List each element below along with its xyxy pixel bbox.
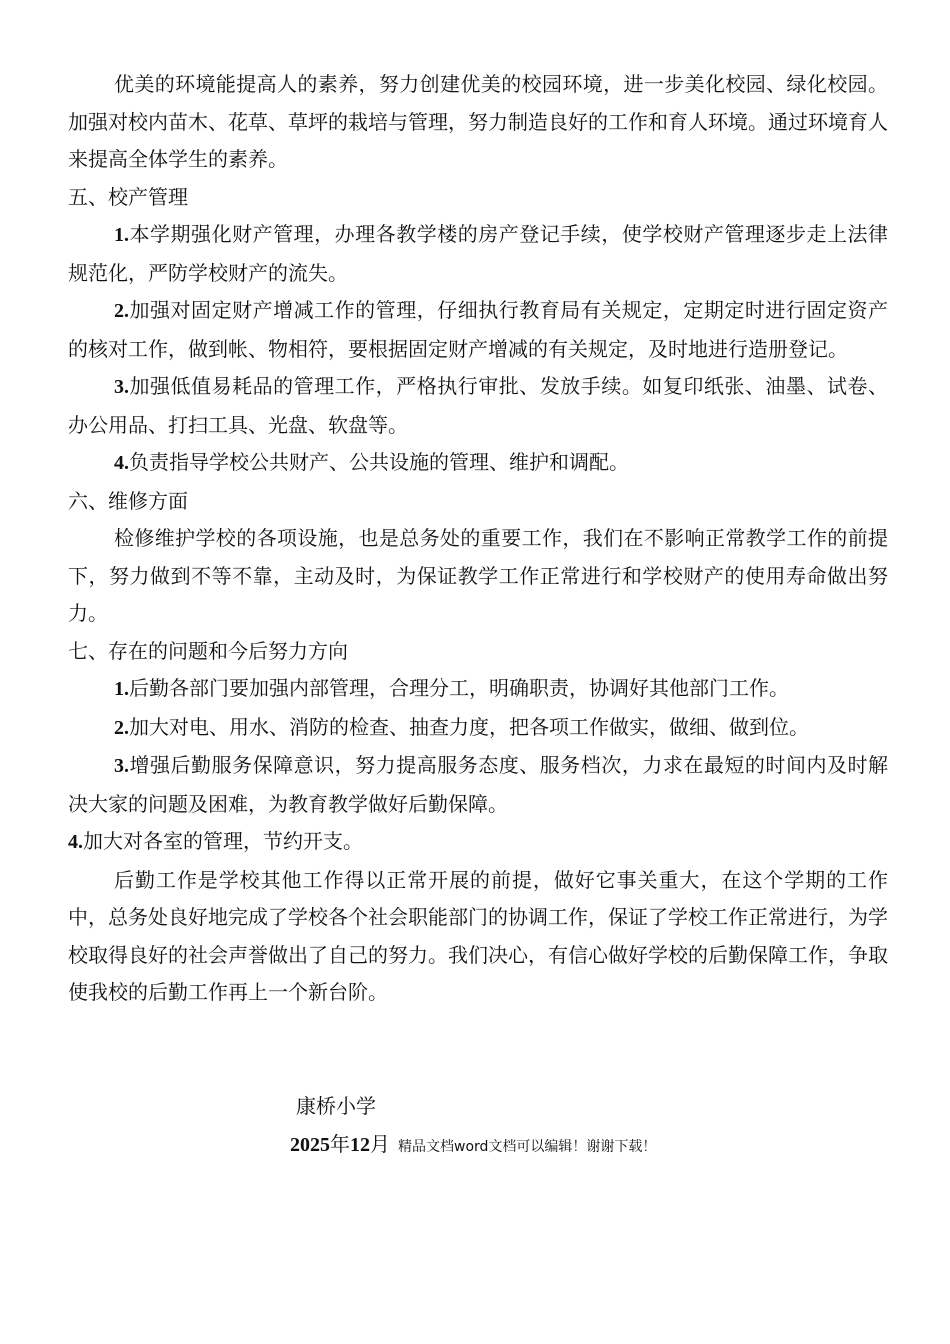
list-item [68,216,888,292]
list-item-text: 加大对各室的管理，节约开支。 [83,829,363,853]
list-item-number: 2. [114,300,129,322]
list-item-number: 3. [114,755,129,777]
signature-school: 康桥小学 [296,1094,376,1118]
date-year-unit: 年 [330,1132,350,1156]
section-heading-6: 六、维修方面 [68,488,188,513]
list-item-number: 2. [114,716,129,739]
list-item [68,823,888,862]
download-note: 精品文档word文档可以编辑！谢谢下载！ [398,1139,657,1155]
date-year: 2025 [290,1134,330,1156]
list-item-number: 1. [114,678,129,700]
date-month: 12 [350,1134,370,1156]
list-item-text: 增强后勤服务保障意识，努力提高服务态度、服务档次，力求在最短的时间内及时解决大家的问题及困难，为教育教学做好后勤保障。 [68,753,888,816]
list-item [68,709,888,748]
paragraph-conclusion: 后勤工作是学校其他工作得以正常开展的前提，做好它事关重大，在这个学期的工作中，总务处良好地完成了学校各个社会职能部门的协调工作，保证了学校工作正常进行，为学校取得良好的社会声誉做出了自己的努力。我们决心，有信心做好学校的后勤保障工作，争取使我校的后勤工作再上一个新台阶。 [68,867,888,1004]
document-body [68,66,888,1012]
list-item-number: 1. [114,224,129,246]
list-item [68,292,888,368]
list-item-text: 本学期强化财产管理，办理各教学楼的房产登记手续，使学校财产管理逐步走上法律规范化，严防学校财产的流失。 [68,222,888,285]
section-heading-7: 七、存在的问题和今后努力方向 [68,638,348,663]
date-month-unit: 月 [370,1132,390,1156]
list-item-text: 加强对固定财产增减工作的管理，仔细执行教育局有关规定，定期定时进行固定资产的核对工作，做到帐、物相符，要根据固定财产增减的有关规定，及时地进行造册登记。 [68,298,888,361]
list-item-text: 后勤各部门要加强内部管理，合理分工，明确职责，协调好其他部门工作。 [129,676,789,700]
section-heading-5: 五、校产管理 [68,184,188,209]
list-item [68,670,888,709]
list-item-text: 加强低值易耗品的管理工作，严格执行审批、发放手续。如复印纸张、油墨、试卷、办公用品、打扫工具、光盘、软盘等。 [68,374,888,437]
signature-date [290,1126,656,1165]
paragraph-environment: 优美的环境能提高人的素养，努力创建优美的校园环境，进一步美化校园、绿化校园。加强对校内苗木、花草、草坪的栽培与管理，努力制造良好的工作和育人环境。通过环境育人来提高全体学生的素养。 [68,72,888,171]
list-item-number: 4. [114,452,129,474]
list-item-text: 加大对电、用水、消防的检查、抽查力度，把各项工作做实，做细、做到位。 [129,714,809,739]
list-item-text: 负责指导学校公共财产、公共设施的管理、维护和调配。 [129,450,629,474]
list-item-number: 3. [114,376,129,398]
list-item [68,444,888,483]
list-item [68,368,888,444]
list-item-number: 4. [68,831,83,853]
paragraph-maintenance: 检修维护学校的各项设施，也是总务处的重要工作，我们在不影响正常教学工作的前提下，努力做到不等不靠，主动及时，为保证教学工作正常进行和学校财产的使用寿命做出努力。 [68,526,888,625]
list-item [68,747,888,823]
